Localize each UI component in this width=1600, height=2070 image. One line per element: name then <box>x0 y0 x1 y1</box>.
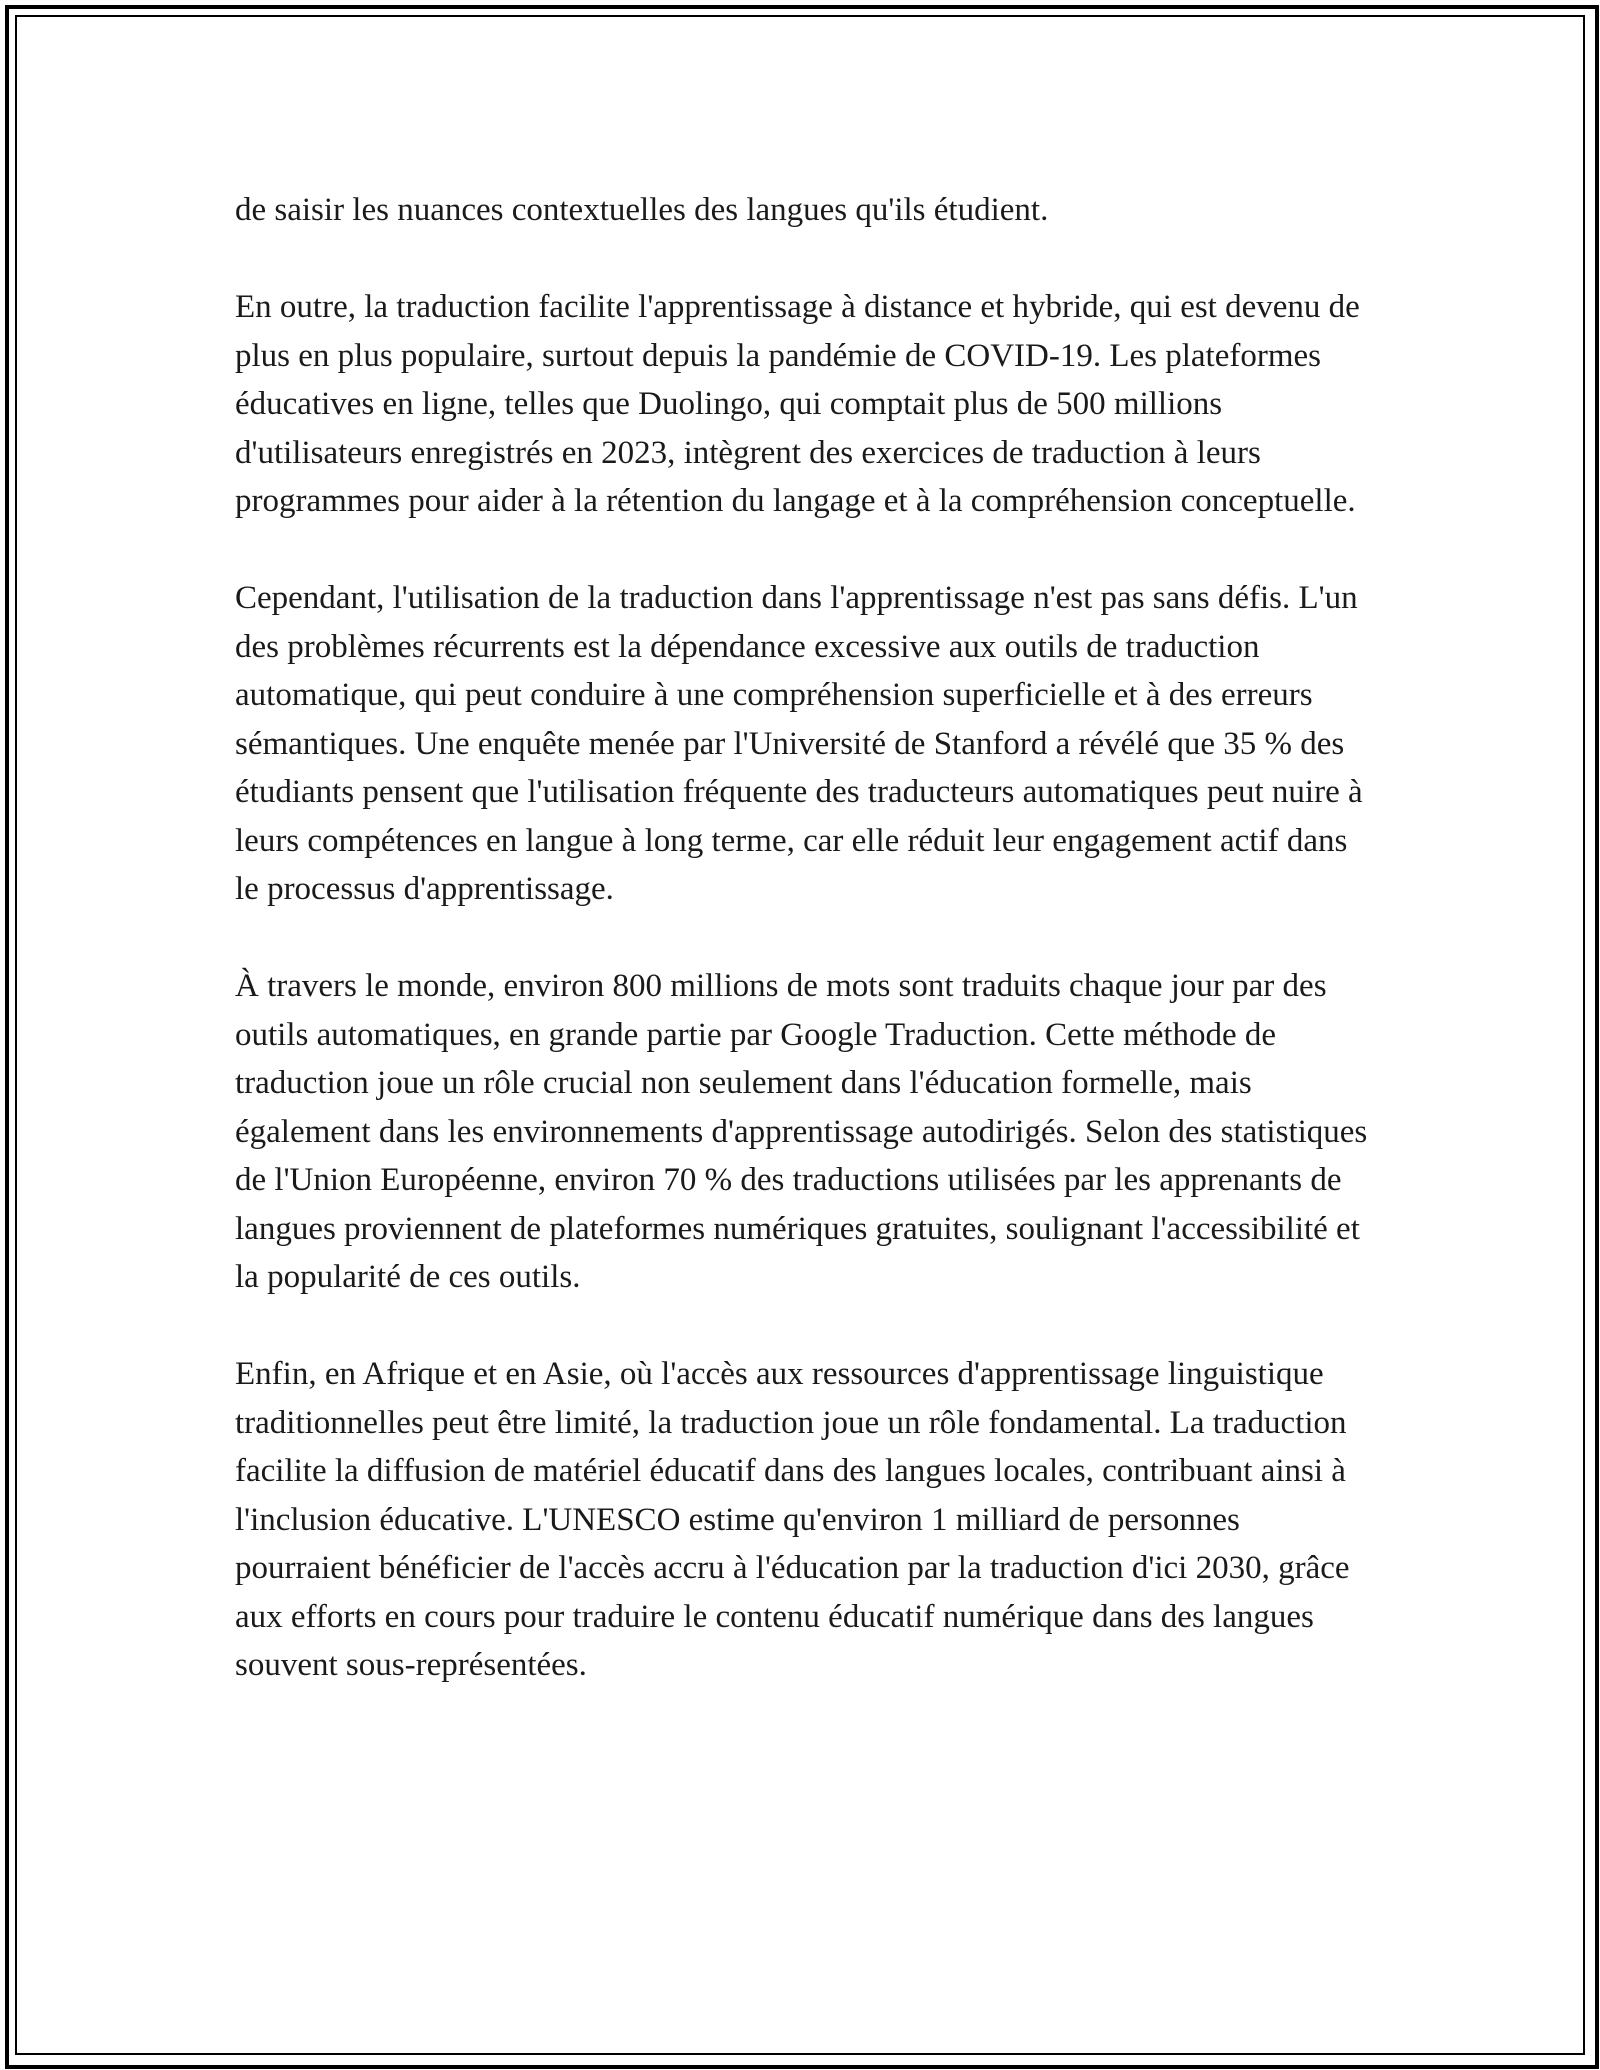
paragraph-challenges: Cependant, l'utilisation de la traduction dans l'apprentissage n'est pas sans défis. L'un des problèmes récurrents est la dépendance excessive aux outils de traduction automatique, qui peut conduire à une compréhension superficielle et à des erreurs sémantiques. Une enquête menée par l'Université de Stanford a révélé que 35 % des étudiants pensent que l'utilisation fréquente des traducteurs automatiques peut nuire à leurs compétences en langue à long terme, car elle réduit leur engagement actif dans le processus d'apprentissage. <box>235 580 1363 907</box>
document-body <box>235 186 1375 1738</box>
paragraph-continuation: de saisir les nuances contextuelles des langues qu'ils étudient. <box>235 192 1049 228</box>
paragraph-distance-learning: En outre, la traduction facilite l'apprentissage à distance et hybride, qui est devenu de plus en plus populaire, surtout depuis la pandémie de COVID-19. Les plateformes éducatives en ligne, telles que Duolingo, qui comptait plus de 500 millions d'utilisateurs enregistrés en 2023, intègrent des exercices de traduction à leurs programmes pour aider à la rétention du langage et à la compréhension conceptuelle. <box>235 289 1360 519</box>
paragraph-africa-asia: Enfin, en Afrique et en Asie, où l'accès aux ressources d'apprentissage linguistique traditionnelles peut être limité, la traduction joue un rôle fondamental. La traduction facilite la diffusion de matériel éducatif dans des langues locales, contribuant ainsi à l'inclusion éducative. L'UNESCO estime qu'environ 1 milliard de personnes pourraient bénéficier de l'accès accru à l'éducation par la traduction d'ici 2030, grâce aux efforts en cours pour traduire le contenu éducatif numérique dans des langues souvent sous-représentées. <box>235 1356 1350 1683</box>
paragraph-machine-translation-stats: À travers le monde, environ 800 millions de mots sont traduits chaque jour par des outils automatiques, en grande partie par Google Traduction. Cette méthode de traduction joue un rôle crucial non seulement dans l'éducation formelle, mais également dans les environnements d'apprentissage autodirigés. Selon des statistiques de l'Union Européenne, environ 70 % des traductions utilisées par les apprenants de langues proviennent de plateformes numériques gratuites, soulignant l'accessibilité et la popularité de ces outils. <box>235 968 1368 1295</box>
